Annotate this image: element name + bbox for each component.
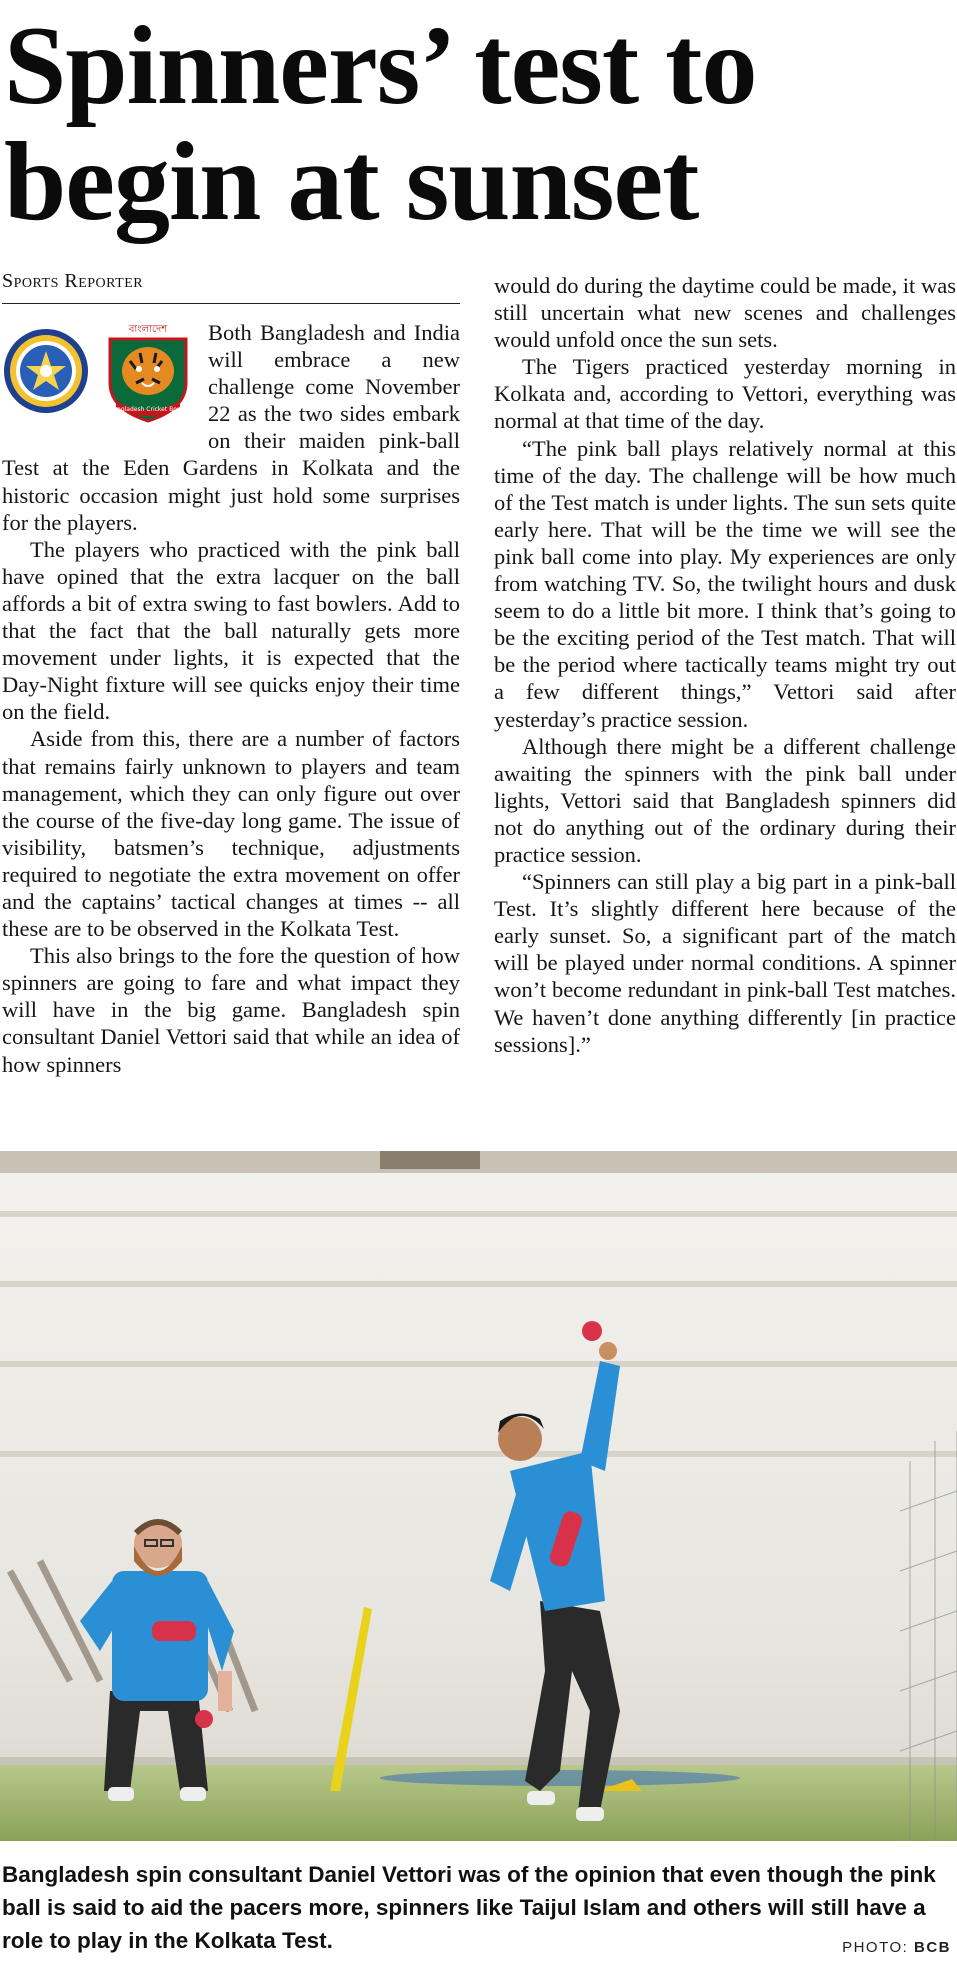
practice-photo-illustration bbox=[0, 1151, 957, 1841]
cricket-board-logos bbox=[2, 321, 198, 427]
photo-background bbox=[0, 1151, 957, 1841]
article-paragraph: “The pink ball plays relatively normal at this time of the day. The challenge will be how much of the Test match is under lights. The sun sets quite early here. That will be the time we will see the pink ball come into play. My experiences are only from watching TV. So, the twilight hours and dusk seem to do a little bit more. I think that’s going to be the exciting period of the Test match. That will be the period where tactically teams might try out a few different things,” Vettori said after yesterday’s practice session. bbox=[494, 435, 956, 732]
pink-ball-icon bbox=[195, 1710, 213, 1728]
article-column-1 bbox=[2, 319, 460, 1078]
headline-line-2: begin at sunset bbox=[4, 120, 699, 244]
bcb-logo-top-text: বাংলাদেশ bbox=[128, 324, 168, 335]
practice-photo bbox=[0, 1151, 957, 1841]
headline bbox=[4, 4, 904, 244]
article-paragraph: “Spinners can still play a big part in a pink-ball Test. It’s slightly different here because of the early sunset. So, a significant part of the match will be played under normal conditions. A spinner won’t become redundant in pink-ball Test matches. We haven’t done anything differently [in practice sessions].” bbox=[494, 869, 956, 1057]
photo-credit-source: BCB bbox=[914, 1939, 951, 1956]
photo-credit-label: PHOTO: bbox=[842, 1939, 909, 1956]
bcci-logo-icon bbox=[2, 327, 90, 415]
article-paragraph: The players who practiced with the pink ball have opined that the extra lacquer on the ball affords a bit of extra swing to fast bowlers. Add to that the fact that the ball naturally gets more movement under lights, it is expected that the Day-Night fixture will see quicks enjoy their time on the field. bbox=[2, 536, 460, 725]
article-paragraph: The Tigers practiced yesterday morning in Kolkata and, according to Vettori, everything was normal at that time of the day. bbox=[494, 354, 956, 434]
pink-ball-icon bbox=[582, 1321, 602, 1341]
photo-caption: Bangladesh spin consultant Daniel Vettori was of the opinion that even though the pink ball is said to aid the pacers more, spinners like Taijul Islam and others will still have a role to play in the Kolkata Test. bbox=[2, 1862, 936, 1953]
article-paragraph: Although there might be a different challenge awaiting the spinners with the pink ball under lights, Vettori said that Bangladesh spinners did not do anything out of the ordinary during their practice session. bbox=[494, 733, 956, 867]
article-paragraph: Both Bangladesh and India will embrace a new challenge come November 22 as the two sides embark on their maiden pink-ball Test at the Eden Gardens in Kolkata and the historic occasion might just hold some surprises for the players. bbox=[2, 320, 460, 535]
headline-line-1: Spinners’ test to bbox=[4, 4, 757, 128]
bcb-logo-icon bbox=[100, 321, 196, 425]
bcb-logo-banner-text: Bangladesh Cricket Board bbox=[109, 406, 187, 413]
article-paragraph: Aside from this, there are a number of factors that remains fairly unknown to players and team management, which they can only figure out over the course of the five-day long game. The issue of visibility, batsmen’s technique, adjustments required to negotiate the extra movement on offer and the captains’ tactical changes at times -- all these are to be observed in the Kolkata Test. bbox=[2, 726, 460, 942]
byline: Sports Reporter bbox=[2, 270, 460, 304]
photo-credit bbox=[842, 1939, 951, 1956]
article-paragraph: This also brings to the fore the question of how spinners are going to fare and what impact they will have in the big game. Bangladesh spin consultant Daniel Vettori said that while an idea of how spinners bbox=[2, 943, 460, 1077]
article-column-2 bbox=[494, 272, 956, 1058]
article-paragraph: would do during the daytime could be made, it was still uncertain what new scenes and challenges would unfold once the sun sets. bbox=[494, 273, 956, 353]
